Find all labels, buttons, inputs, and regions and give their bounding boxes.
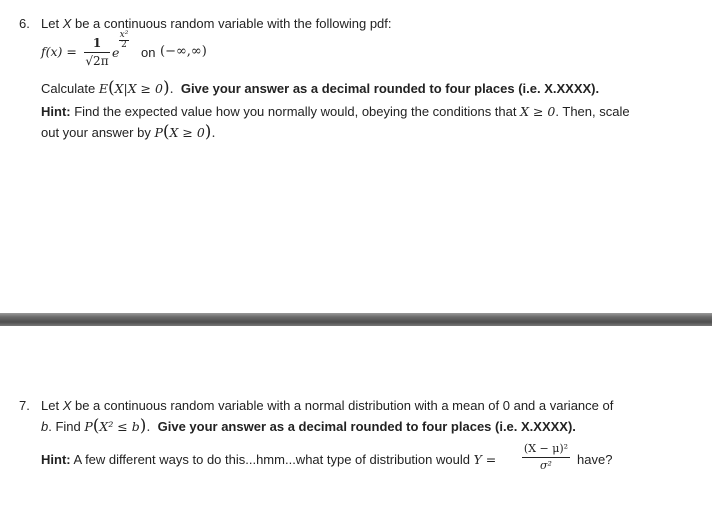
q6-pdf-on: on: [141, 45, 156, 60]
q6-calc-bold: Give your answer as a decimal rounded to four places (i.e. X.XXXX).: [180, 81, 600, 96]
q6-calc-E: E: [98, 81, 108, 96]
q6-pdf-lhs: f(x) =: [41, 44, 77, 59]
q6-calculate: [41, 80, 599, 97]
q7-line2-var: b: [41, 419, 49, 434]
q6-hint-math: X ≥ 0: [520, 104, 556, 119]
q7-number: 7.: [19, 398, 30, 413]
q6-hint2-inner: X ≥ 0: [169, 125, 205, 140]
q7-line2: [41, 418, 576, 435]
q7-line2-paren-close: ): [139, 416, 147, 436]
q6-calc-paren-close: ): [162, 78, 170, 98]
q6-hint-text: Find the expected value how you normally would, obeying the conditions that: [70, 104, 521, 119]
q7-hint-text: A few different ways to do this...hmm...what type of distribution would: [70, 452, 474, 467]
q7-line2-paren-open: (: [92, 416, 100, 436]
q7-hint-Y: Y =: [473, 452, 497, 467]
q7-line2-tail: .: [146, 419, 151, 434]
q6-hint2-tail: .: [211, 125, 216, 140]
q7-hint: [41, 452, 496, 468]
q6-calc-prefix: Calculate: [41, 81, 99, 96]
q7-intro-prefix: Let: [41, 398, 63, 413]
q6-pdf-frac-den: √2π: [85, 54, 109, 68]
q7-hint-frac-num: (X − μ)²: [523, 442, 569, 455]
q6-calc-inner: X|X ≥ 0: [114, 81, 163, 96]
q7-hint-frac-den: σ²: [540, 459, 552, 472]
q7-hint-frac-bar: [522, 457, 570, 458]
q7-intro-rest: be a continuous random variable with a normal distribution with a mean of 0 and a variance of: [71, 398, 614, 413]
q6-calc-paren-open: (: [107, 78, 115, 98]
q6-pdf-frac-num: 1: [92, 36, 102, 50]
q6-intro-prefix: Let: [41, 16, 63, 31]
q6-intro-rest: be a continuous random variable with the following pdf:: [71, 16, 392, 31]
q6-hint-tail: . Then, scale: [555, 104, 630, 119]
q7-line2-P: P: [84, 419, 93, 434]
q6-number: 6.: [19, 16, 30, 31]
q7-line2-bold: Give your answer as a decimal rounded to four places (i.e. X.XXXX).: [157, 419, 576, 434]
q6-pdf-base: e: [112, 45, 120, 60]
q6-pdf-exp-den: 2: [121, 40, 127, 50]
q6-pdf-frac-bar: [84, 52, 110, 53]
q7-intro: [41, 398, 613, 414]
q6-pdf-exp-num: x²: [119, 30, 129, 40]
q7-hint-tail: have?: [577, 452, 613, 467]
q6-hint-label: Hint:: [41, 104, 71, 119]
q6-hint: [41, 104, 630, 120]
q6-hint2-paren-open: (: [162, 122, 170, 142]
q6-hint-line2: [41, 124, 215, 141]
q7-intro-var: X: [62, 398, 72, 413]
q6-calc-tail: .: [169, 81, 174, 96]
question-divider: [0, 313, 712, 326]
q7-hint-label: Hint:: [41, 452, 71, 467]
q7-line2-inner: X² ≤ b: [99, 419, 140, 434]
q6-pdf-domain: (−∞,∞): [160, 44, 207, 59]
q6-hint2-text: out your answer by: [41, 125, 155, 140]
q7-line2-text: . Find: [48, 419, 85, 434]
q6-intro: [41, 16, 392, 32]
q6-hint2-P: P: [154, 125, 163, 140]
q6-hint2-paren-close: ): [204, 122, 212, 142]
q6-intro-var: X: [62, 16, 72, 31]
